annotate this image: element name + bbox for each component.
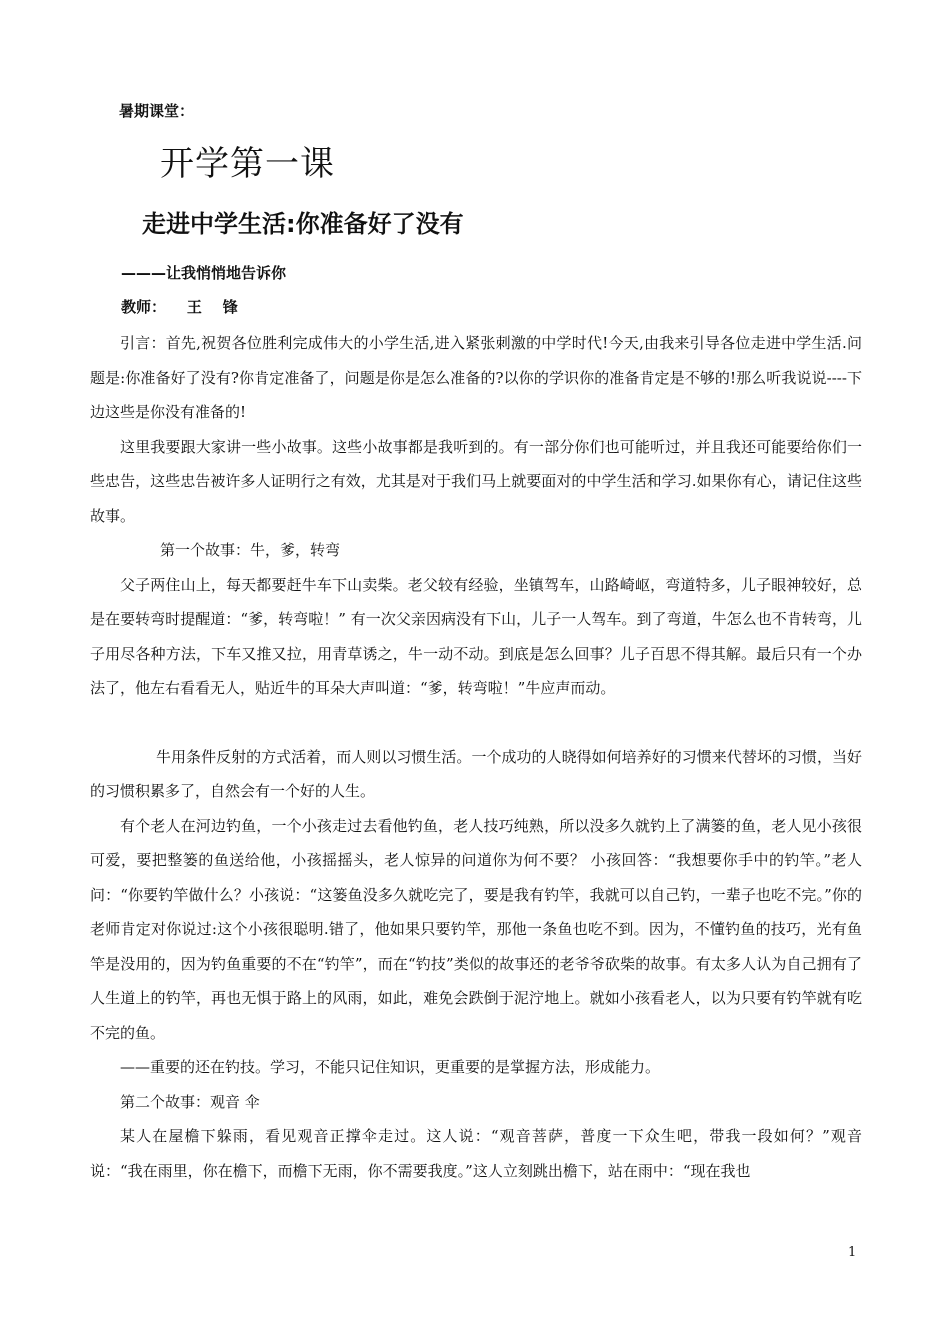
paragraph-stories-intro: 这里我要跟大家讲一些小故事。这些小故事都是我听到的。有一部分你们也可能听过，并且我还可能要给你们一些忠告，这些忠告被许多人证明行之有效，尤其是对于我们马上就要面对的中学生活和学习.如果你有心，请记住这些故事。 — [90, 437, 862, 525]
paragraph-skill: ——重要的还在钓技。学习，不能只记住知识，更重要的是掌握方法，形成能力。 — [120, 1058, 661, 1076]
story-one-heading: 第一个故事：牛，爹，转弯 — [160, 541, 341, 559]
pre-title: 暑期课堂： — [119, 102, 195, 120]
subtitle: 走进中学生活:你准备好了没有 — [142, 210, 464, 238]
teacher-line: 教师： 王 锋 — [121, 298, 238, 316]
paragraph-intro: 引言：首先,祝贺各位胜利完成伟大的小学生活,进入紧张刺激的中学时代!今天,由我来引导各位走进中学生活.问题是:你准备好了没有?你肯定准备了，问题是你是怎么准备的?以你的学识你的准备肯定是不够的!那么听我说说----下边这些是你没有准备的! — [90, 334, 862, 421]
tagline: ———让我悄悄地告诉你 — [121, 264, 287, 282]
paragraph-story-one: 父子两住山上，每天都要赶牛车下山卖柴。老父较有经验，坐镇驾车，山路崎岖，弯道特多，儿子眼神较好，总是在要转弯时提醒道：“爹，转弯啦！” 有一次父亲因病没有下山，儿子一人驾车。到了弯道，牛怎么也不肯转弯，儿子用尽各种方法，下车又推又拉，用青草诱之，牛一动不动。到底是怎么回事？儿子百思不得其解。最后只有一个办法了，他左右看看无人，贴近牛的耳朵大声叫道：“爹，转弯啦！”牛应声而动。 — [90, 575, 862, 697]
paragraph-fishing: 有个老人在河边钓鱼，一个小孩走过去看他钓鱼，老人技巧纯熟，所以没多久就钓上了满篓的鱼，老人见小孩很可爱，要把整篓的鱼送给他，小孩摇摇头，老人惊异的问道你为何不要？ 小孩回答：“我想要你手中的钓竿。”老人问：“你要钓竿做什么？小孩说：“这篓鱼没多久就吃完了，要是我有钓竿，我就可以自己钓，一辈子也吃不完。”你的老师肯定对你说过:这个小孩很聪明.错了，他如果只要钓竿，那他一条鱼也吃不到。因为，不懂钓鱼的技巧，光有鱼竿是没用的，因为钓鱼重要的不在“钓竿”，而在“钓技”类似的故事还的老爷爷砍柴的故事。有太多人认为自己拥有了人生道上的钓竿，再也无惧于路上的风雨，如此，难免会跌倒于泥泞地上。就如小孩看老人，以为只要有钓竿就有吃不完的鱼。 — [90, 816, 862, 1042]
story-two-heading: 第二个故事：观音 伞 — [120, 1092, 260, 1111]
page-number: 1 — [848, 1245, 857, 1260]
paragraph-habit: 牛用条件反射的方式活着，而人则以习惯生活。一个成功的人晓得如何培养好的习惯来代替坏的习惯，当好的习惯积累多了，自然会有一个好的人生。 — [90, 747, 862, 800]
body-text — [90, 326, 862, 1188]
paragraph-story-two: 某人在屋檐下躲雨，看见观音正撑伞走过。这人说：“观音菩萨，普度一下众生吧，带我一段如何？”观音说：“我在雨里，你在檐下，而檐下无雨，你不需要我度。”这人立刻跳出檐下，站在雨中：“现在我也 — [90, 1127, 862, 1180]
paragraph-gap — [90, 706, 862, 740]
page-title: 开学第一课 — [160, 144, 335, 184]
